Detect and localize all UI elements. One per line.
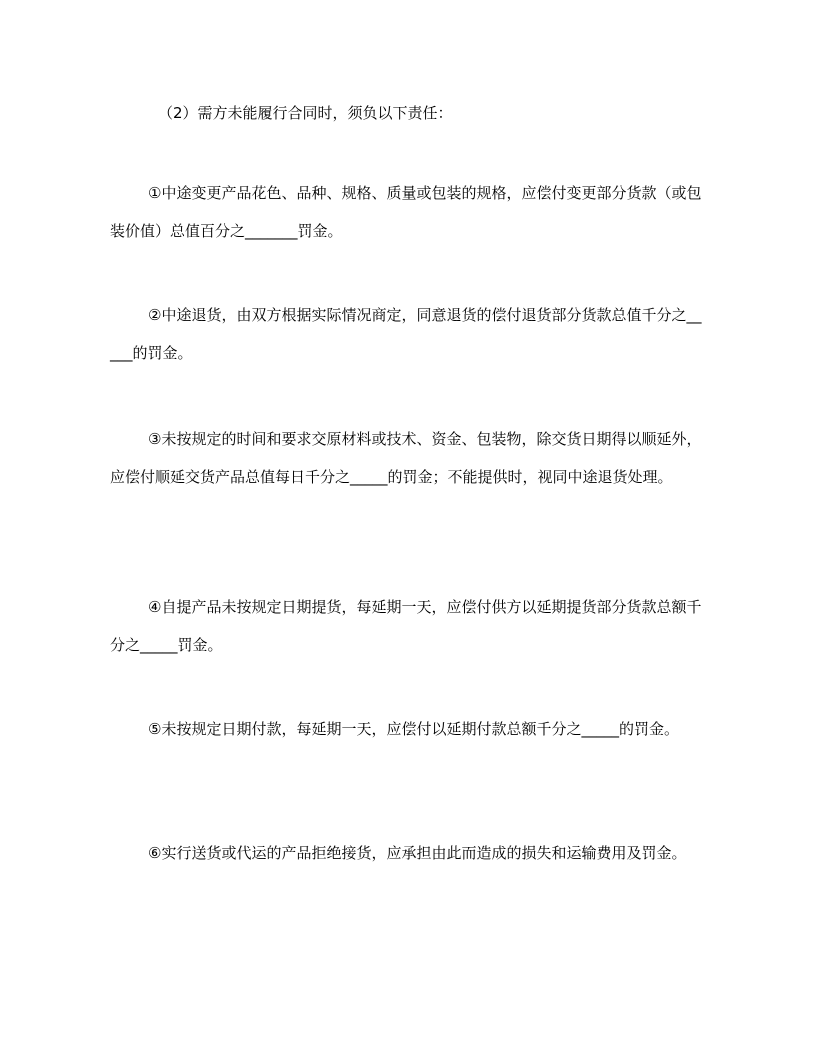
- clause-2: ②中途退货，由双方根据实际情况商定，同意退货的偿付退货部分货款总值千分之_____的罚金。: [110, 306, 702, 362]
- section-heading: （2）需方未能履行合同时，须负以下责任：: [158, 104, 453, 122]
- clause-3: ③未按规定的时间和要求交原材料或技术、资金、包装物，除交货日期得以顺延外，应偿付顺延交货产品总值每日千分之_____的罚金；不能提供时，视同中途退货处理。: [110, 430, 702, 486]
- clause-4: ④自提产品未按规定日期提货，每延期一天，应偿付供方以延期提货部分货款总额千分之_____罚金。: [110, 598, 702, 654]
- clause-1: ①中途变更产品花色、品种、规格、质量或包装的规格，应偿付变更部分货款（或包装价值）总值百分之_______罚金。: [110, 184, 702, 240]
- clause-5: ⑤未按规定日期付款，每延期一天，应偿付以延期付款总额千分之_____的罚金。: [148, 720, 679, 738]
- clause-6: ⑥实行送货或代运的产品拒绝接货，应承担由此而造成的损失和运输费用及罚金。: [148, 844, 687, 862]
